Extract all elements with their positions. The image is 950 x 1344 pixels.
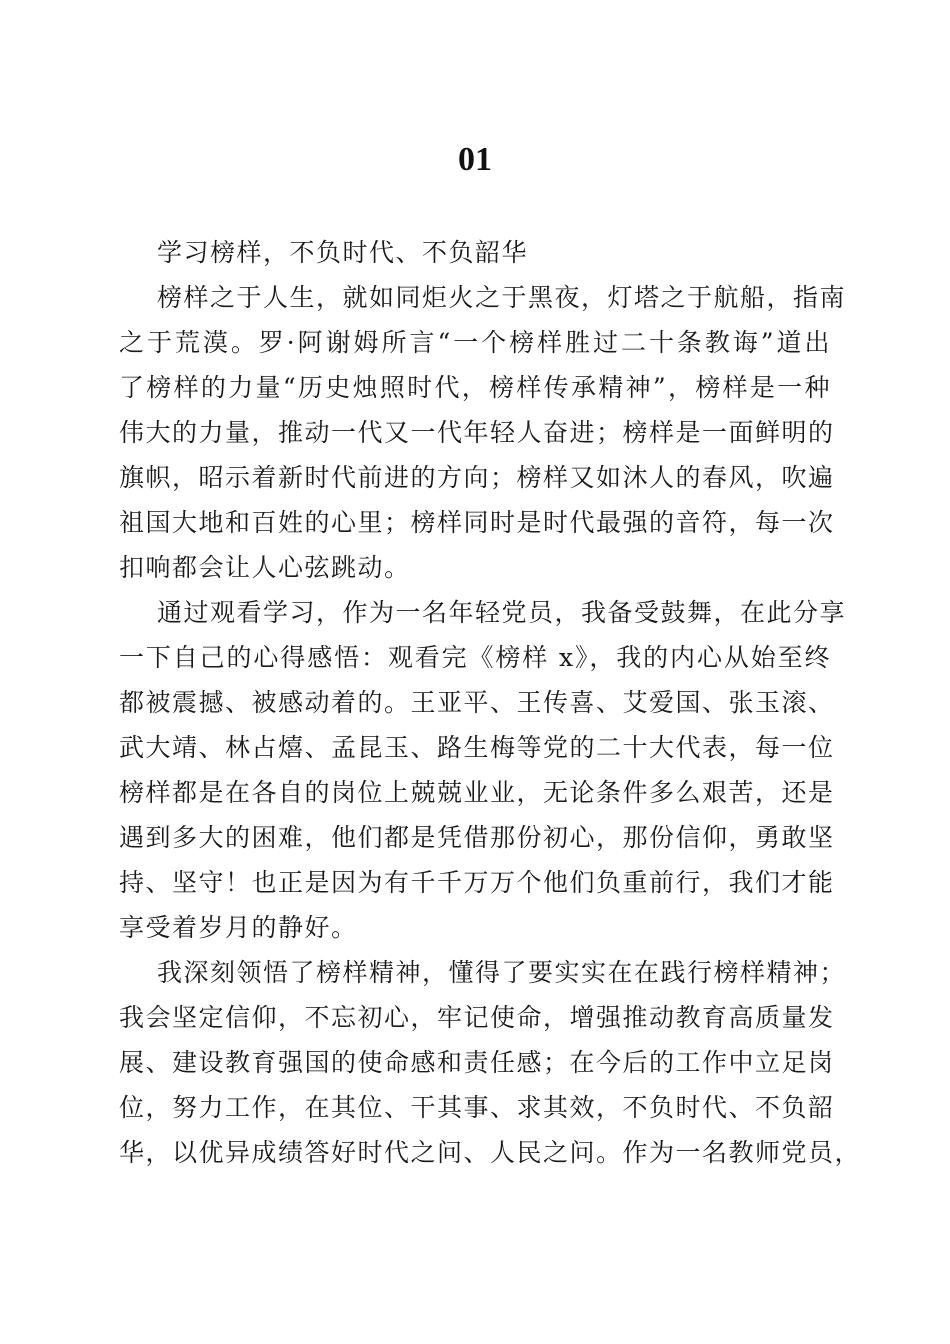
paragraph-line: 我会坚定信仰，不忘初心，牢记使命，增强推动教育高质量发 <box>119 1003 835 1032</box>
paragraph-line: 了榜样的力量“历史烛照时代，榜样传承精神”，榜样是一种 <box>119 373 831 402</box>
article-body <box>119 230 862 1175</box>
paragraph-line: 享受着岁月的静好。 <box>119 913 358 942</box>
paragraph-line: 榜样都是在各自的岗位上兢兢业业，无论条件多么艰苦，还是 <box>119 778 835 807</box>
paragraph-line: 扣响都会让人心弦跳动。 <box>119 553 411 582</box>
paragraph-line: 武大靖、林占熺、孟昆玉、路生梅等党的二十大代表，每一位 <box>119 733 835 762</box>
paragraph-line: 华，以优异成绩答好时代之问、人民之问。作为一名教师党员， <box>119 1138 862 1167</box>
section-number-heading: 01 <box>458 141 492 178</box>
paragraph-line: 位，努力工作，在其位、干其事、求其效，不负时代、不负韶 <box>119 1093 835 1122</box>
paragraph-line: 我深刻领悟了榜样精神，懂得了要实实在在践行榜样精神； <box>157 958 847 987</box>
paragraph-line: 都被震撼、被感动着的。王亚平、王传喜、艾爱国、张玉滚、 <box>119 688 835 717</box>
paragraph-line: 旗帜，昭示着新时代前进的方向；榜样又如沐人的春风，吹遍 <box>119 463 835 492</box>
paragraph-line: 一下自己的心得感悟：观看完《榜样 x》，我的内心从始至终 <box>119 643 831 672</box>
paragraph-line: 之于荒漠。罗·阿谢姆所言“一个榜样胜过二十条教诲”道出 <box>119 328 831 357</box>
paragraph-line: 持、坚守！也正是因为有千千万万个他们负重前行，我们才能 <box>119 868 835 897</box>
paragraph-line: 祖国大地和百姓的心里；榜样同时是时代最强的音符，每一次 <box>119 508 835 537</box>
paragraph-line: 通过观看学习，作为一名年轻党员，我备受鼓舞，在此分享 <box>157 598 847 627</box>
paragraph-line: 展、建设教育强国的使命感和责任感；在今后的工作中立足岗 <box>119 1048 835 1077</box>
paragraph-line: 遇到多大的困难，他们都是凭借那份初心，那份信仰，勇敢坚 <box>119 823 835 852</box>
paragraph-line: 榜样之于人生，就如同炬火之于黑夜，灯塔之于航船，指南 <box>157 283 847 312</box>
article-title-line: 学习榜样，不负时代、不负韶华 <box>157 238 529 267</box>
paragraph-line: 伟大的力量，推动一代又一代年轻人奋进；榜样是一面鲜明的 <box>119 418 835 447</box>
